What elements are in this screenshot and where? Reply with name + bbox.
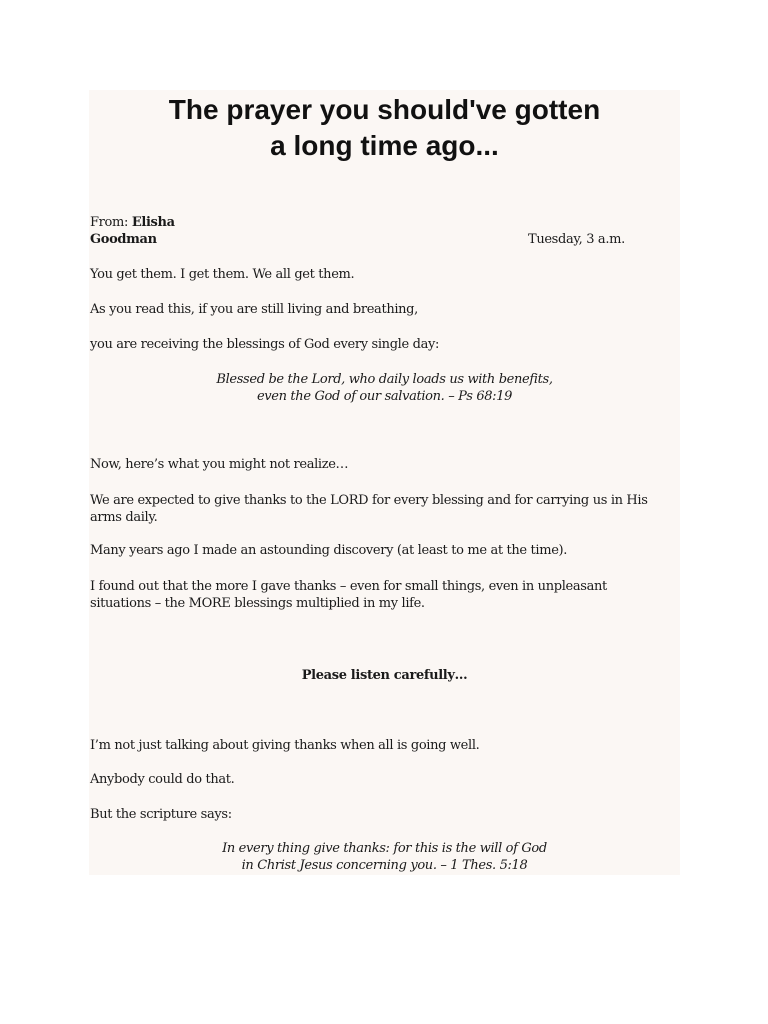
- quote-2-line-2: in Christ Jesus concerning you. – 1 Thes. 5:18: [241, 858, 528, 873]
- quote-1-line-1: Blessed be the Lord, who daily loads us with benefits,: [216, 372, 553, 387]
- author-first-name: Elisha: [131, 215, 175, 230]
- paragraph-7-line-1: I found out that the more I gave thanks – even for small things, even in unpleasant: [90, 579, 607, 594]
- paragraph-5-line-2: arms daily.: [90, 510, 158, 525]
- paragraph-3: you are receiving the blessings of God every single day:: [90, 337, 439, 352]
- document-title: [89, 90, 680, 164]
- paragraph-2: As you read this, if you are still living and breathing,: [90, 302, 418, 317]
- author-last-name: Goodman: [90, 232, 157, 247]
- document-page: [89, 90, 680, 875]
- paragraph-9: Anybody could do that.: [90, 772, 235, 787]
- paragraph-5: [90, 492, 680, 526]
- paragraph-1: You get them. I get them. We all get them.: [90, 267, 355, 282]
- paragraph-5-line-1: We are expected to give thanks to the LORD for every blessing and for carrying us in His: [90, 493, 648, 508]
- paragraph-7-line-2: situations – the MORE blessings multiplied in my life.: [90, 596, 425, 611]
- paragraph-6: Many years ago I made an astounding discovery (at least to me at the time).: [90, 543, 568, 558]
- title-line-2: a long time ago...: [270, 130, 499, 161]
- paragraph-7: [90, 578, 680, 612]
- title-line-1: The prayer you should've gotten: [168, 94, 601, 125]
- scripture-quote-1: [89, 371, 680, 405]
- paragraph-4: Now, here’s what you might not realize…: [90, 457, 349, 472]
- scripture-quote-2: [89, 840, 680, 874]
- quote-2-line-1: In every thing give thanks: for this is the will of God: [222, 841, 547, 856]
- paragraph-8: I’m not just talking about giving thanks when all is going well.: [90, 738, 480, 753]
- from-label: From:: [90, 215, 132, 230]
- callout-heading: Please listen carefully…: [301, 668, 468, 683]
- quote-1-line-2: even the God of our salvation. – Ps 68:19: [256, 389, 513, 404]
- letter-date: Tuesday, 3 a.m.: [528, 232, 625, 247]
- paragraph-10: But the scripture says:: [90, 807, 232, 822]
- from-line: [90, 214, 175, 231]
